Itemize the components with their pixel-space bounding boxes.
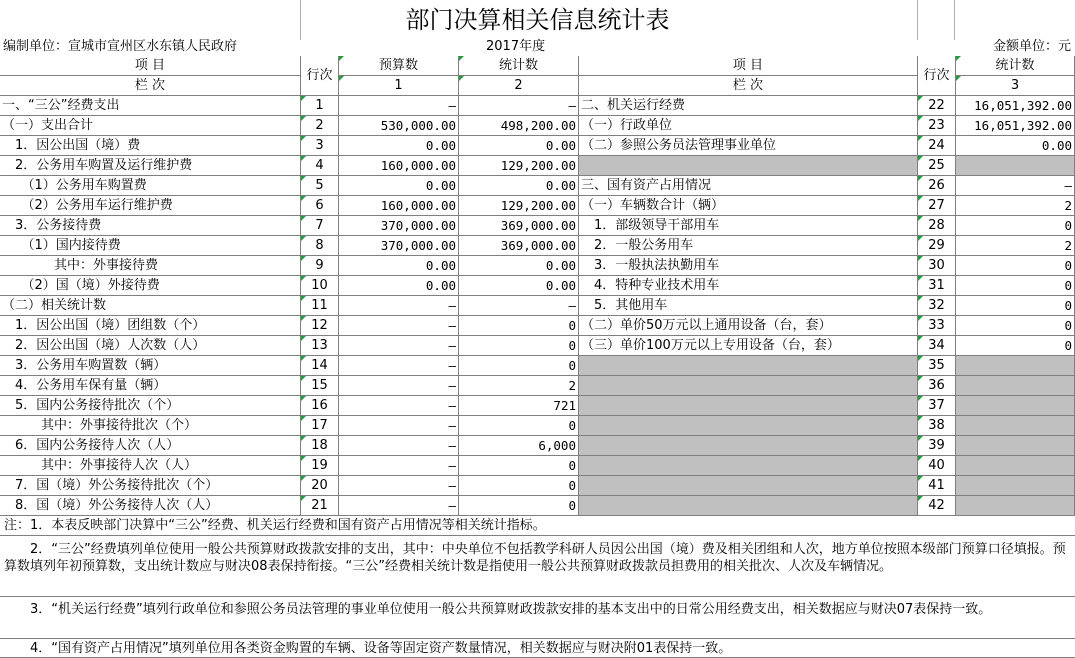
row-stat: 0 <box>459 456 579 476</box>
row-label-right <box>579 416 918 436</box>
row-stat: 0 <box>459 356 579 376</box>
row-line-no-right: 22 <box>918 96 956 116</box>
row-budget: 0.00 <box>339 256 459 276</box>
row-stat-right <box>956 416 1075 436</box>
row-label-right: 1．部级领导干部用车 <box>579 216 918 236</box>
note-1: 注：1．本表反映部门决算中“三公”经费、机关运行经费和国有资产占用情况等相关统计指标。 <box>0 516 1075 536</box>
row-label: 1．因公出国（境）费 <box>0 136 301 156</box>
row-line-no: 6 <box>301 196 339 216</box>
row-stat: 721 <box>459 396 579 416</box>
row-budget: — <box>339 456 459 476</box>
table-row <box>0 476 1075 496</box>
row-label-right: （一）行政单位 <box>579 116 918 136</box>
table-row <box>0 416 1075 436</box>
row-line-no-right: 26 <box>918 176 956 196</box>
row-label-right: 二、机关运行经费 <box>579 96 918 116</box>
row-stat-right: 0 <box>956 256 1075 276</box>
row-stat-right <box>956 456 1075 476</box>
header-line-no: 行次 <box>301 56 339 96</box>
row-budget: 0.00 <box>339 276 459 296</box>
row-label: 7．国（境）外公务接待批次（个） <box>0 476 301 496</box>
row-line-no: 16 <box>301 396 339 416</box>
row-budget: 160,000.00 <box>339 196 459 216</box>
header-col3: 3 <box>956 76 1075 96</box>
table-row <box>0 216 1075 236</box>
row-label: （一）支出合计 <box>0 116 301 136</box>
header-column: 栏 次 <box>0 76 301 96</box>
row-stat-right: 16,051,392.00 <box>956 116 1075 136</box>
row-stat-right <box>956 496 1075 516</box>
header-col1: 1 <box>339 76 459 96</box>
row-label: 其中：外事接待批次（个） <box>0 416 301 436</box>
table-row <box>0 336 1075 356</box>
row-label: （1）国内接待费 <box>0 236 301 256</box>
row-stat-right <box>956 396 1075 416</box>
header-item: 项 目 <box>0 56 301 76</box>
row-stat: 129,200.00 <box>459 196 579 216</box>
row-stat: 129,200.00 <box>459 156 579 176</box>
row-budget: 0.00 <box>339 176 459 196</box>
table-row <box>0 396 1075 416</box>
row-stat: 0.00 <box>459 256 579 276</box>
table-row <box>0 156 1075 176</box>
header-line-no-right: 行次 <box>918 56 956 96</box>
table-row <box>0 296 1075 316</box>
row-label-right: 三、国有资产占用情况 <box>579 176 918 196</box>
table-row <box>0 96 1075 116</box>
row-budget: 160,000.00 <box>339 156 459 176</box>
row-budget: — <box>339 416 459 436</box>
fiscal-year: 2017年度 <box>486 39 546 54</box>
row-line-no: 7 <box>301 216 339 236</box>
table-row <box>0 496 1075 516</box>
row-label: 2．因公出国（境）人次数（人） <box>0 336 301 356</box>
row-budget: 370,000.00 <box>339 216 459 236</box>
row-budget: — <box>339 96 459 116</box>
row-line-no: 5 <box>301 176 339 196</box>
row-label-right: （一）车辆数合计（辆） <box>579 196 918 216</box>
row-stat-right: 2 <box>956 236 1075 256</box>
row-label-right: （二）单价50万元以上通用设备（台，套） <box>579 316 918 336</box>
row-line-no-right: 38 <box>918 416 956 436</box>
table-row <box>0 436 1075 456</box>
row-label: 5．国内公务接待批次（个） <box>0 396 301 416</box>
row-budget: 370,000.00 <box>339 236 459 256</box>
row-stat: — <box>459 96 579 116</box>
row-line-no-right: 40 <box>918 456 956 476</box>
row-stat: 0.00 <box>459 276 579 296</box>
header-item-right: 项 目 <box>579 56 918 76</box>
row-line-no-right: 24 <box>918 136 956 156</box>
row-stat: 0 <box>459 336 579 356</box>
row-label-right <box>579 356 918 376</box>
row-line-no-right: 29 <box>918 236 956 256</box>
row-label-right <box>579 476 918 496</box>
row-label: 8．国（境）外公务接待人次（人） <box>0 496 301 516</box>
row-label: 其中：外事接待人次（人） <box>0 456 301 476</box>
row-budget: — <box>339 336 459 356</box>
header-col2: 2 <box>459 76 579 96</box>
row-label: 其中：外事接待费 <box>0 256 301 276</box>
row-stat: 0 <box>459 476 579 496</box>
page-title: 部门决算相关信息统计表 <box>405 6 670 34</box>
row-line-no-right: 23 <box>918 116 956 136</box>
table-row <box>0 356 1075 376</box>
row-line-no-right: 39 <box>918 436 956 456</box>
row-stat-right: 0 <box>956 216 1075 236</box>
row-stat-right <box>956 476 1075 496</box>
table-header <box>0 56 1075 96</box>
row-line-no-right: 37 <box>918 396 956 416</box>
row-line-no: 20 <box>301 476 339 496</box>
table-row <box>0 116 1075 136</box>
header-stat-right: 统计数 <box>956 56 1075 76</box>
row-line-no: 10 <box>301 276 339 296</box>
row-budget: 530,000.00 <box>339 116 459 136</box>
row-label: 6．国内公务接待人次（人） <box>0 436 301 456</box>
row-line-no: 17 <box>301 416 339 436</box>
note-4: 4．“国有资产占用情况”填列单位用各类资金购置的车辆、设备等固定资产数量情况，相关数据应与财决附01表保持一致。 <box>0 639 1075 658</box>
row-budget: — <box>339 396 459 416</box>
row-label-right: 4．特种专业技术用车 <box>579 276 918 296</box>
row-line-no-right: 36 <box>918 376 956 396</box>
header-column-right: 栏 次 <box>579 76 918 96</box>
row-label-right: 2．一般公务用车 <box>579 236 918 256</box>
row-line-no: 15 <box>301 376 339 396</box>
row-stat: 0 <box>459 416 579 436</box>
row-stat-right: 0 <box>956 336 1075 356</box>
row-line-no: 18 <box>301 436 339 456</box>
reporting-unit: 编制单位：宣城市宣州区水东镇人民政府 <box>3 39 238 54</box>
table-row <box>0 456 1075 476</box>
row-stat: 6,000 <box>459 436 579 456</box>
row-budget: — <box>339 376 459 396</box>
row-stat: 369,000.00 <box>459 216 579 236</box>
row-line-no-right: 28 <box>918 216 956 236</box>
row-label: （二）相关统计数 <box>0 296 301 316</box>
row-line-no-right: 41 <box>918 476 956 496</box>
header-budget: 预算数 <box>339 56 459 76</box>
row-budget: — <box>339 436 459 456</box>
row-stat: — <box>459 296 579 316</box>
row-stat-right: — <box>956 176 1075 196</box>
row-line-no-right: 30 <box>918 256 956 276</box>
row-label-right: 5．其他用车 <box>579 296 918 316</box>
row-label: 4．公务用车保有量（辆） <box>0 376 301 396</box>
row-budget: 0.00 <box>339 136 459 156</box>
row-stat-right <box>956 356 1075 376</box>
row-stat: 0.00 <box>459 136 579 156</box>
row-line-no: 11 <box>301 296 339 316</box>
table-row <box>0 136 1075 156</box>
row-line-no-right: 34 <box>918 336 956 356</box>
table-row <box>0 196 1075 216</box>
row-label-right <box>579 376 918 396</box>
row-label: （2）公务用车运行维护费 <box>0 196 301 216</box>
row-line-no-right: 33 <box>918 316 956 336</box>
row-line-no-right: 42 <box>918 496 956 516</box>
table-row <box>0 316 1075 336</box>
table-row <box>0 256 1075 276</box>
row-stat: 2 <box>459 376 579 396</box>
row-stat-right <box>956 156 1075 176</box>
row-budget: — <box>339 356 459 376</box>
row-label: （2）国（境）外接待费 <box>0 276 301 296</box>
row-label-right: （三）单价100万元以上专用设备（台，套） <box>579 336 918 356</box>
row-label-right: （二）参照公务员法管理事业单位 <box>579 136 918 156</box>
row-line-no: 14 <box>301 356 339 376</box>
row-line-no: 21 <box>301 496 339 516</box>
row-stat-right: 0 <box>956 316 1075 336</box>
table-row <box>0 376 1075 396</box>
note-2: 2．“三公”经费填列单位使用一般公共预算财政拨款安排的支出，其中：中央单位不包括教学科研人员因公出国（境）费及相关团组和人次，地方单位按照本级部门预算口径填报。预算数填列年初预算数，支出统计数应与财决08表保持衔接。“三公”经费相关统计数是指使用一般公共预算财政拨款员担费用的相关批次、人次及车辆情况。 <box>0 536 1075 597</box>
table-row <box>0 276 1075 296</box>
row-stat-right: 0 <box>956 276 1075 296</box>
row-stat-right: 16,051,392.00 <box>956 96 1075 116</box>
row-stat-right: 2 <box>956 196 1075 216</box>
row-budget: — <box>339 316 459 336</box>
row-line-no: 2 <box>301 116 339 136</box>
row-line-no-right: 31 <box>918 276 956 296</box>
row-budget: — <box>339 296 459 316</box>
row-line-no-right: 35 <box>918 356 956 376</box>
row-label-right: 3．一般执法执勤用车 <box>579 256 918 276</box>
table-row <box>0 236 1075 256</box>
row-line-no: 13 <box>301 336 339 356</box>
row-label: 3．公务接待费 <box>0 216 301 236</box>
row-stat: 0 <box>459 496 579 516</box>
row-label-right <box>579 496 918 516</box>
row-line-no-right: 27 <box>918 196 956 216</box>
row-label-right <box>579 436 918 456</box>
row-line-no: 8 <box>301 236 339 256</box>
row-stat-right: 0 <box>956 296 1075 316</box>
row-label: 一、“三公”经费支出 <box>0 96 301 116</box>
row-stat-right <box>956 436 1075 456</box>
currency-unit: 金额单位：元 <box>992 39 1071 54</box>
row-stat: 0 <box>459 316 579 336</box>
row-line-no: 1 <box>301 96 339 116</box>
note-3: 3．“机关运行经费”填列行政单位和参照公务员法管理的事业单位使用一般公共预算财政拨款安排的基本支出中的日常公用经费支出，相关数据应与财决07表保持一致。 <box>0 597 1075 639</box>
row-stat: 369,000.00 <box>459 236 579 256</box>
row-line-no: 4 <box>301 156 339 176</box>
row-line-no: 3 <box>301 136 339 156</box>
row-line-no-right: 25 <box>918 156 956 176</box>
row-line-no: 12 <box>301 316 339 336</box>
row-label: 3．公务用车购置数（辆） <box>0 356 301 376</box>
row-line-no: 9 <box>301 256 339 276</box>
header-stat: 统计数 <box>459 56 579 76</box>
row-label-right <box>579 156 918 176</box>
row-stat: 498,200.00 <box>459 116 579 136</box>
row-label: （1）公务用车购置费 <box>0 176 301 196</box>
row-line-no: 19 <box>301 456 339 476</box>
row-label-right <box>579 456 918 476</box>
row-label: 2．公务用车购置及运行维护费 <box>0 156 301 176</box>
row-budget: — <box>339 476 459 496</box>
row-stat-right: 0.00 <box>956 136 1075 156</box>
table-row <box>0 176 1075 196</box>
row-line-no-right: 32 <box>918 296 956 316</box>
row-label: 1．因公出国（境）团组数（个） <box>0 316 301 336</box>
row-budget: — <box>339 496 459 516</box>
row-label-right <box>579 396 918 416</box>
row-stat: 0.00 <box>459 176 579 196</box>
row-stat-right <box>956 376 1075 396</box>
